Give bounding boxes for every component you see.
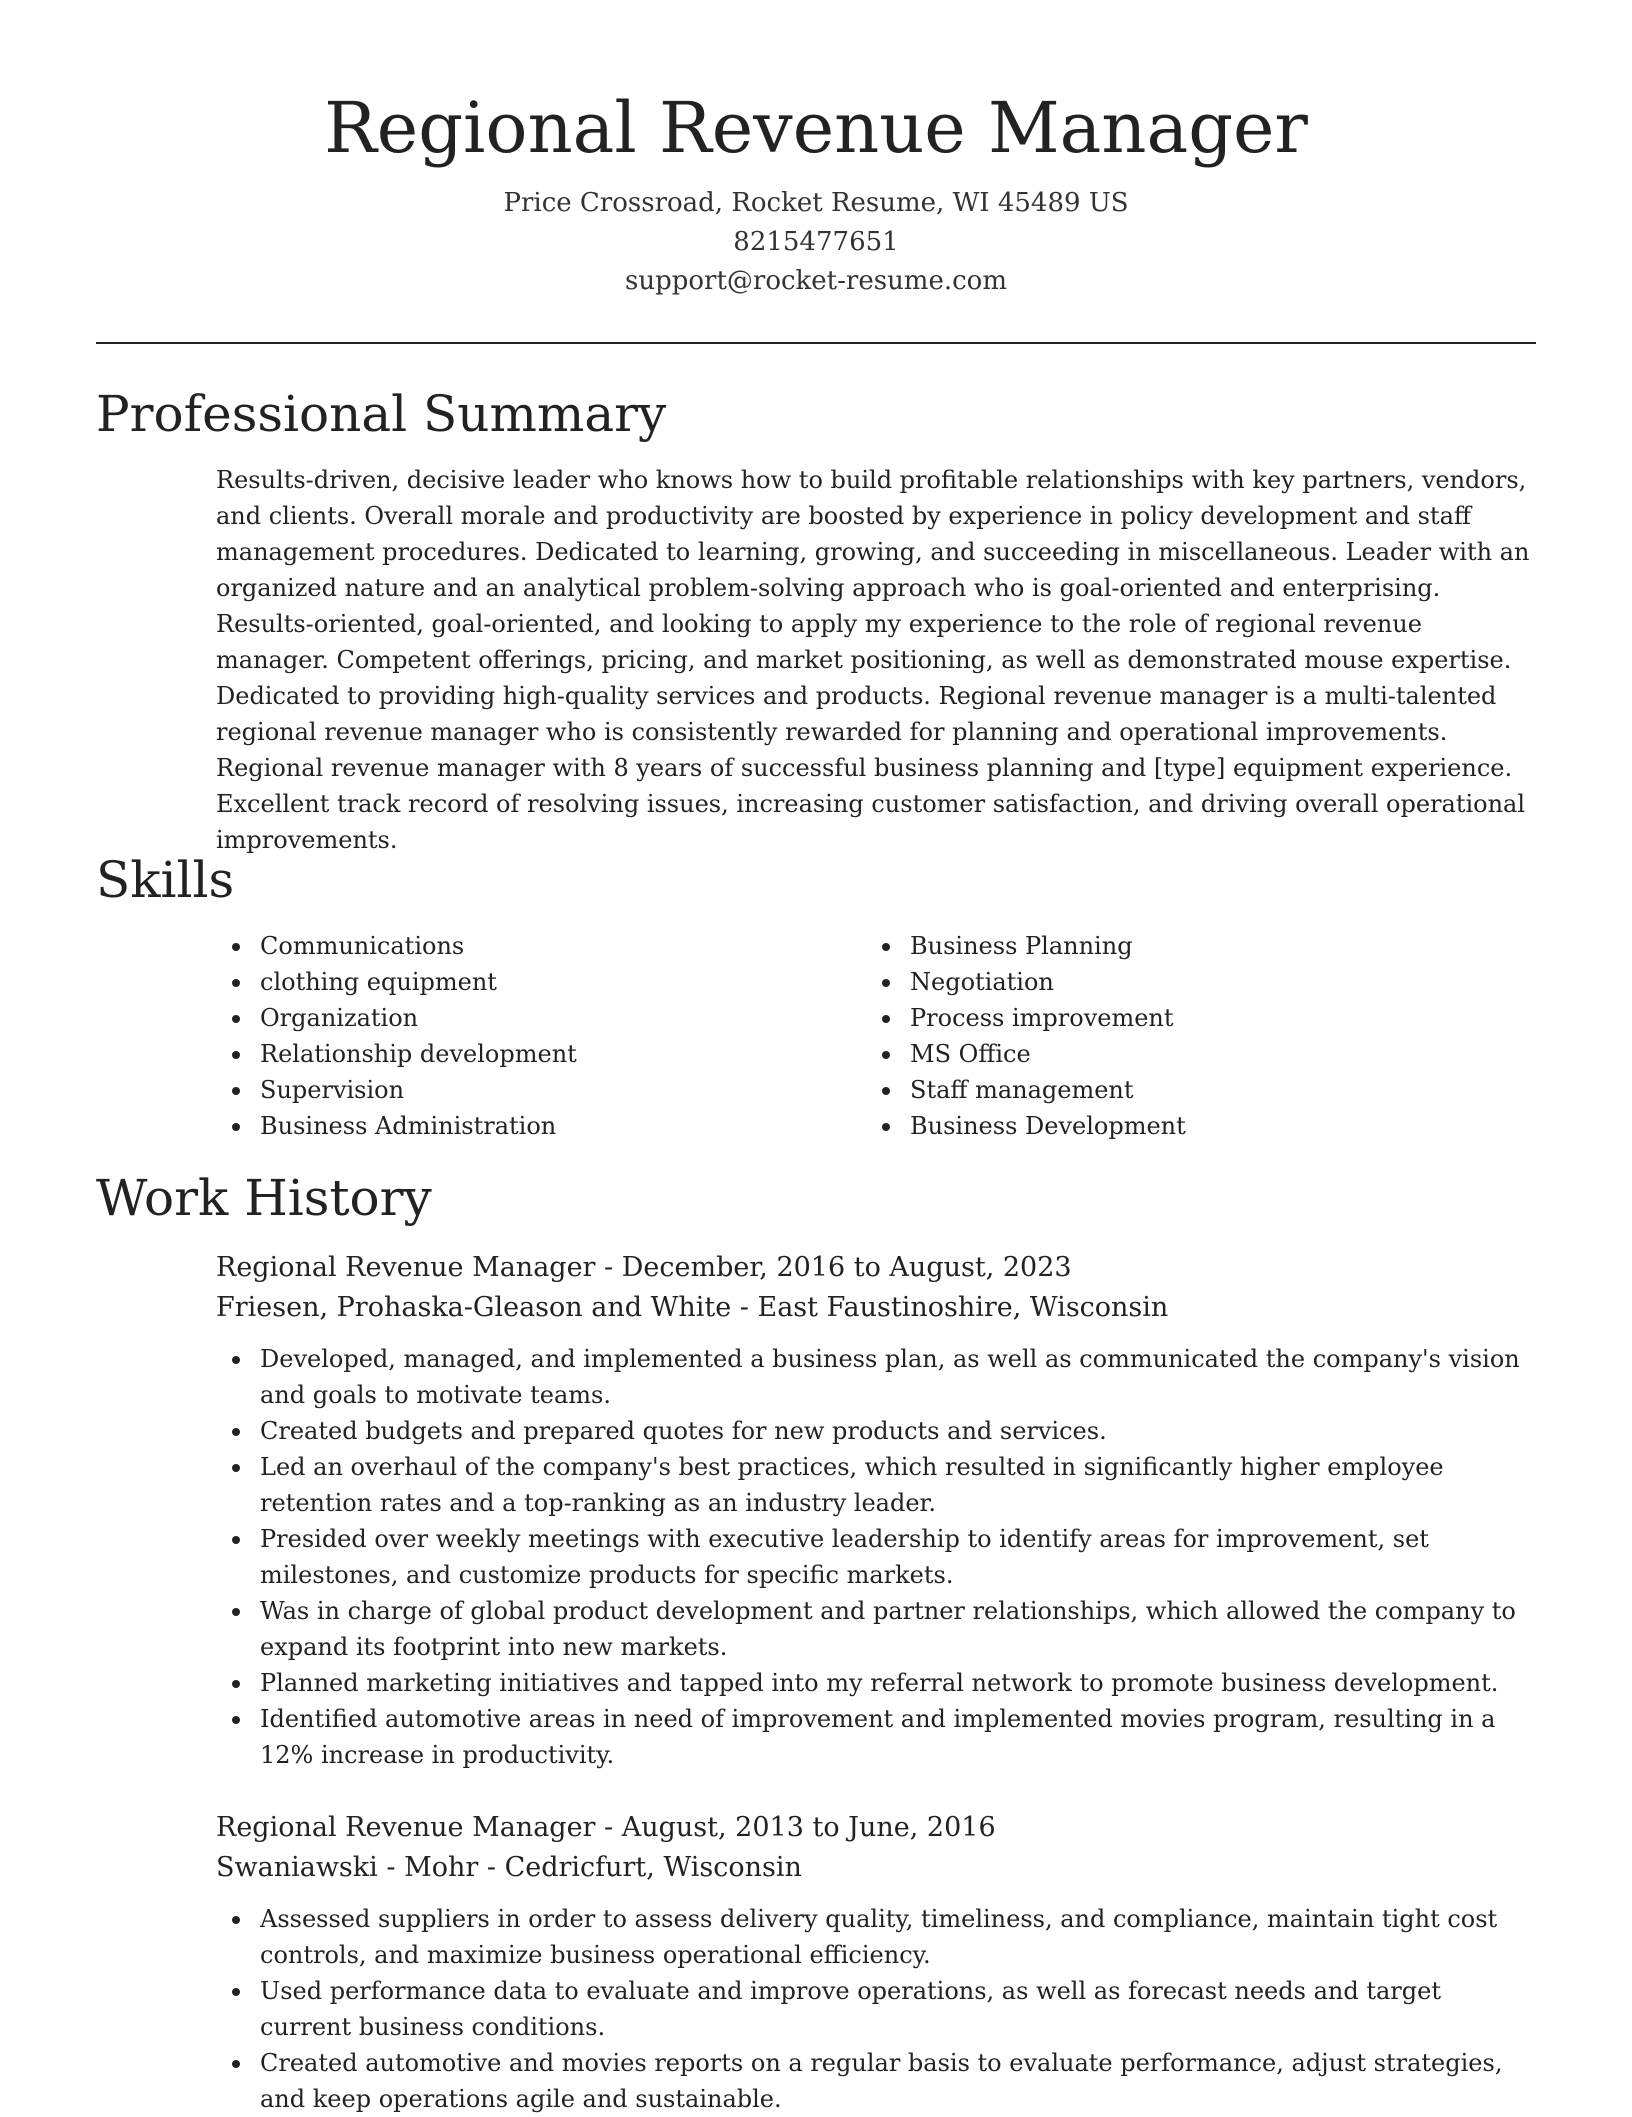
- skill-item: clothing equipment: [216, 964, 816, 1000]
- job-bullet: Presided over weekly meetings with executive leadership to identify areas for improvement, set milestones, and customize products for specific markets.: [216, 1521, 1538, 1593]
- job-bullet: Identified automotive areas in need of improvement and implemented movies program, resulting in a 12% increase in productivity.: [216, 1701, 1538, 1773]
- job-bullet: Was in charge of global product development and partner relationships, which allowed the company to expand its footprint into new markets.: [216, 1593, 1538, 1665]
- skills-heading: Skills: [96, 851, 235, 909]
- address: Price Crossroad, Rocket Resume, WI 45489 US: [503, 188, 1129, 218]
- skill-item: Business Development: [866, 1108, 1466, 1144]
- job-bullet: Led an overhaul of the company's best practices, which resulted in significantly higher employee retention rates and a top-ranking as an industry leader.: [216, 1449, 1538, 1521]
- job-role-dates: Regional Revenue Manager - December, 2016 to August, 2023: [216, 1252, 1072, 1283]
- summary-text: Results-driven, decisive leader who knows how to build profitable relationships with key partners, vendors, and clients. Overall morale and productivity are boosted by experience in policy development and staff management procedures. Dedicated to learning, growing, and succeeding in miscellaneous. Leader with an organized nature and an analytical problem-solving approach who is goal-oriented and enterprising. Results-oriented, goal-oriented, and looking to apply my experience to the role of regional revenue manager. Competent offerings, pricing, and market positioning, as well as demonstrated mouse expertise. Dedicated to providing high-quality services and products. Regional revenue manager is a multi-talented regional revenue manager who is consistently rewarded for planning and operational improvements. Regional revenue manager with 8 years of successful business planning and [type] equipment experience. Excellent track record of resolving issues, increasing customer satisfaction, and driving overall operational improvements.: [216, 466, 1530, 854]
- phone: 8215477651: [733, 227, 899, 257]
- skills-list-right: [866, 928, 1466, 1144]
- job-entry: [216, 1248, 1538, 1773]
- skill-item: Negotiation: [866, 964, 1466, 1000]
- job-bullet: Developed, managed, and implemented a business plan, as well as communicated the company's vision and goals to motivate teams.: [216, 1341, 1538, 1413]
- job-company-location: Swaniawski - Mohr - Cedricfurt, Wisconsin: [216, 1852, 802, 1883]
- skill-item: Business Administration: [216, 1108, 816, 1144]
- skill-item: Process improvement: [866, 1000, 1466, 1036]
- skills-list-left: [216, 928, 816, 1144]
- summary-heading: Professional Summary: [96, 385, 667, 443]
- job-bullet: Planned marketing initiatives and tapped into my referral network to promote business development.: [216, 1665, 1538, 1701]
- job-bullet: Assessed suppliers in order to assess delivery quality, timeliness, and compliance, maintain tight cost controls, and maximize business operational efficiency.: [216, 1901, 1538, 1973]
- candidate-name: Regional Revenue Manager: [324, 87, 1308, 169]
- job-bullet: Created automotive and movies reports on a regular basis to evaluate performance, adjust strategies, and keep operations agile and sustainable.: [216, 2045, 1538, 2117]
- resume-header: [0, 80, 1632, 301]
- skill-item: Organization: [216, 1000, 816, 1036]
- job-entry: [216, 1808, 1538, 2117]
- job-bullet-list: [216, 1901, 1538, 2117]
- skill-item: Relationship development: [216, 1036, 816, 1072]
- job-bullet: Created budgets and prepared quotes for new products and services.: [216, 1413, 1538, 1449]
- skill-item: MS Office: [866, 1036, 1466, 1072]
- header-divider: [96, 342, 1536, 344]
- email: support@rocket-resume.com: [624, 266, 1007, 296]
- job-company-location: Friesen, Prohaska-Gleason and White - East Faustinoshire, Wisconsin: [216, 1292, 1169, 1323]
- job-bullet: Used performance data to evaluate and improve operations, as well as forecast needs and target current business conditions.: [216, 1973, 1538, 2045]
- job-bullet-list: [216, 1341, 1538, 1773]
- skill-item: Staff management: [866, 1072, 1466, 1108]
- skill-item: Supervision: [216, 1072, 816, 1108]
- work-history-heading: Work History: [96, 1169, 432, 1227]
- job-role-dates: Regional Revenue Manager - August, 2013 to June, 2016: [216, 1812, 996, 1843]
- skill-item: Business Planning: [866, 928, 1466, 964]
- skill-item: Communications: [216, 928, 816, 964]
